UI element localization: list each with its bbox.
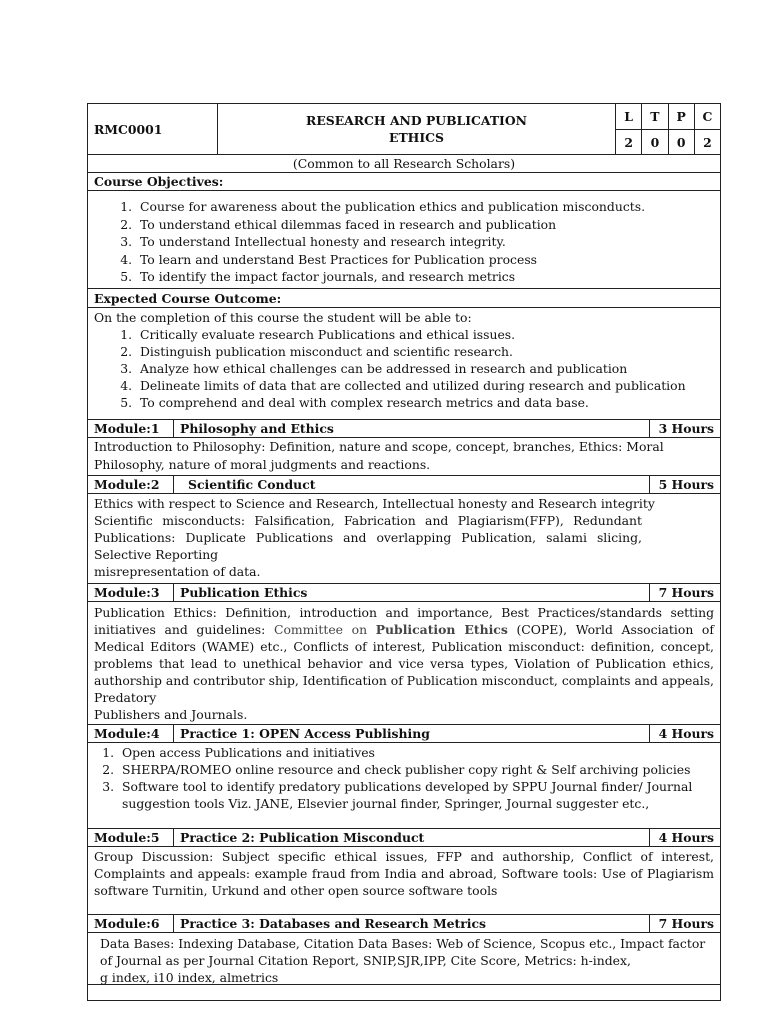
module-2-line: Scientific misconducts: Falsification, Fabrication and Plagiarism(FFP), Redundant Publications: Duplicate Publications and overlapping Publication, salami slicing, Selective Reporting — [94, 513, 642, 562]
objective-item: 5. To identify the impact factor journals, and research metrics — [136, 268, 720, 286]
module-2-line: misrepresentation of data. — [94, 564, 261, 579]
module-1-header — [87, 420, 721, 438]
module-label: Module:5 — [88, 829, 174, 846]
header-row — [87, 103, 721, 155]
outcome-item: 4. Delineate limits of data that are collected and utilized during research and publication — [136, 377, 720, 394]
ltpc-header-p: P — [668, 104, 694, 129]
objective-item: 4. To learn and understand Best Practices for Publication process — [136, 251, 720, 269]
objectives-list — [88, 198, 720, 286]
objective-item: 1. Course for awareness about the publication ethics and publication misconducts. — [136, 198, 720, 216]
objectives-heading: Course Objectives: — [87, 173, 721, 191]
module-title: Practice 1: OPEN Access Publishing — [174, 725, 650, 742]
module-label: Module:2 — [88, 476, 174, 493]
ltpc-value-p: 0 — [668, 130, 694, 155]
outcome-list — [88, 326, 720, 411]
module-label: Module:6 — [88, 915, 174, 932]
cope-link-text: Committee on — [273, 622, 376, 637]
module-title: Scientific Conduct — [174, 476, 650, 493]
outcome-item: 1. Critically evaluate research Publications and ethical issues. — [136, 326, 720, 343]
module-hours: 7 Hours — [658, 585, 714, 600]
module-3-content — [87, 602, 721, 725]
outcome-intro: On the completion of this course the student will be able to: — [94, 310, 472, 325]
empty-row — [87, 985, 721, 1001]
syllabus-document — [87, 103, 721, 1001]
module-2-content — [87, 494, 721, 584]
module-1-content: Introduction to Philosophy: Definition, nature and scope, concept, branches, Ethics: Moral Philosophy, nature of moral judgments and reactions. — [87, 438, 721, 476]
module-hours: 3 Hours — [658, 421, 714, 436]
module-6-header — [87, 915, 721, 933]
module-4-item: 3. Software tool to identify predatory publications developed by SPPU Journal finder/ Journal suggestion tools Viz. JANE, Elsevier journal finder, Springer, Journal suggester etc., — [118, 778, 700, 812]
objective-item: 3. To understand Intellectual honesty and research integrity. — [136, 233, 720, 251]
module-5-content: Group Discussion: Subject specific ethical issues, FFP and authorship, Conflict of interest, Complaints and appeals: example fraud from India and abroad, Software tools: Use of Plagiarism software Turnitin, Urkund and other open source software tools — [87, 847, 721, 915]
module-title: Practice 2: Publication Misconduct — [174, 829, 650, 846]
objectives-section — [87, 191, 721, 289]
module-5-header — [87, 829, 721, 847]
module-4-content — [87, 743, 721, 829]
ltpc-grid — [615, 104, 720, 154]
module-6-content — [87, 933, 721, 985]
ltpc-value-t: 0 — [641, 130, 667, 155]
ltpc-header-row — [616, 104, 720, 129]
outcome-heading: Expected Course Outcome: — [87, 289, 721, 308]
objective-item: 2. To understand ethical dilemmas faced in research and publication — [136, 216, 720, 234]
module-3-header — [87, 584, 721, 602]
ltpc-value-row — [616, 129, 720, 155]
ltpc-header-t: T — [641, 104, 667, 129]
module-4-list — [88, 744, 720, 812]
module-4-item: 1. Open access Publications and initiatives — [118, 744, 700, 761]
ltpc-value-c: 2 — [694, 130, 720, 155]
ltpc-header-c: C — [694, 104, 720, 129]
module-title: Philosophy and Ethics — [174, 420, 650, 437]
outcome-item: 5. To comprehend and deal with complex research metrics and data base. — [136, 394, 720, 411]
module-hours: 5 Hours — [658, 477, 714, 492]
module-label: Module:1 — [88, 420, 174, 437]
course-subtitle: (Common to all Research Scholars) — [87, 155, 721, 173]
course-code: RMC0001 — [88, 104, 218, 154]
module-label: Module:3 — [88, 584, 174, 601]
course-title: RESEARCH AND PUBLICATION ETHICS — [306, 113, 527, 145]
module-6-line: g index, i10 index, almetrics — [100, 970, 279, 985]
module-hours: 7 Hours — [658, 916, 714, 931]
module-hours: 4 Hours — [658, 830, 714, 845]
outcome-item: 3. Analyze how ethical challenges can be addressed in research and publication — [136, 360, 720, 377]
module-3-line: Publishers and Journals. — [94, 707, 248, 722]
module-label: Module:4 — [88, 725, 174, 742]
module-6-line: Data Bases: Indexing Database, Citation Data Bases: Web of Science, Scopus etc., Impact factor of Journal as per Journal Citation Report, SNIP,SJR,IPP, Cite Score, Metrics: h-index, — [100, 936, 706, 968]
module-4-item: 2. SHERPA/ROMEO online resource and check publisher copy right & Self archiving policies — [118, 761, 700, 778]
module-3-text: (COPE), World Association of Medical Editors (WAME) etc., Conflicts of interest, Publication misconduct: definition, concept, problems that lead to unethical behavior and vice versa types, Violation of Publication ethics, authorship and contributor ship, Identification of Publication misconduct, complaints and appeals, Predatory — [94, 622, 714, 705]
module-title: Practice 3: Databases and Research Metrics — [174, 915, 650, 932]
outcome-item: 2. Distinguish publication misconduct and scientific research. — [136, 343, 720, 360]
outcome-section — [87, 308, 721, 420]
cope-link-bold: Publication Ethics — [375, 622, 508, 637]
module-hours: 4 Hours — [658, 726, 714, 741]
module-2-header — [87, 476, 721, 494]
module-4-header — [87, 725, 721, 743]
module-2-line: Ethics with respect to Science and Research, Intellectual honesty and Research integrity — [94, 496, 655, 511]
module-title: Publication Ethics — [174, 584, 650, 601]
ltpc-value-l: 2 — [624, 135, 633, 150]
module-3-paragraph — [94, 604, 714, 706]
module-3-text: Publication Ethics: Definition, introduction and importance, Best Practices/standards setting initiatives and guidelines: — [94, 605, 714, 637]
ltpc-header-l: L — [624, 109, 633, 124]
